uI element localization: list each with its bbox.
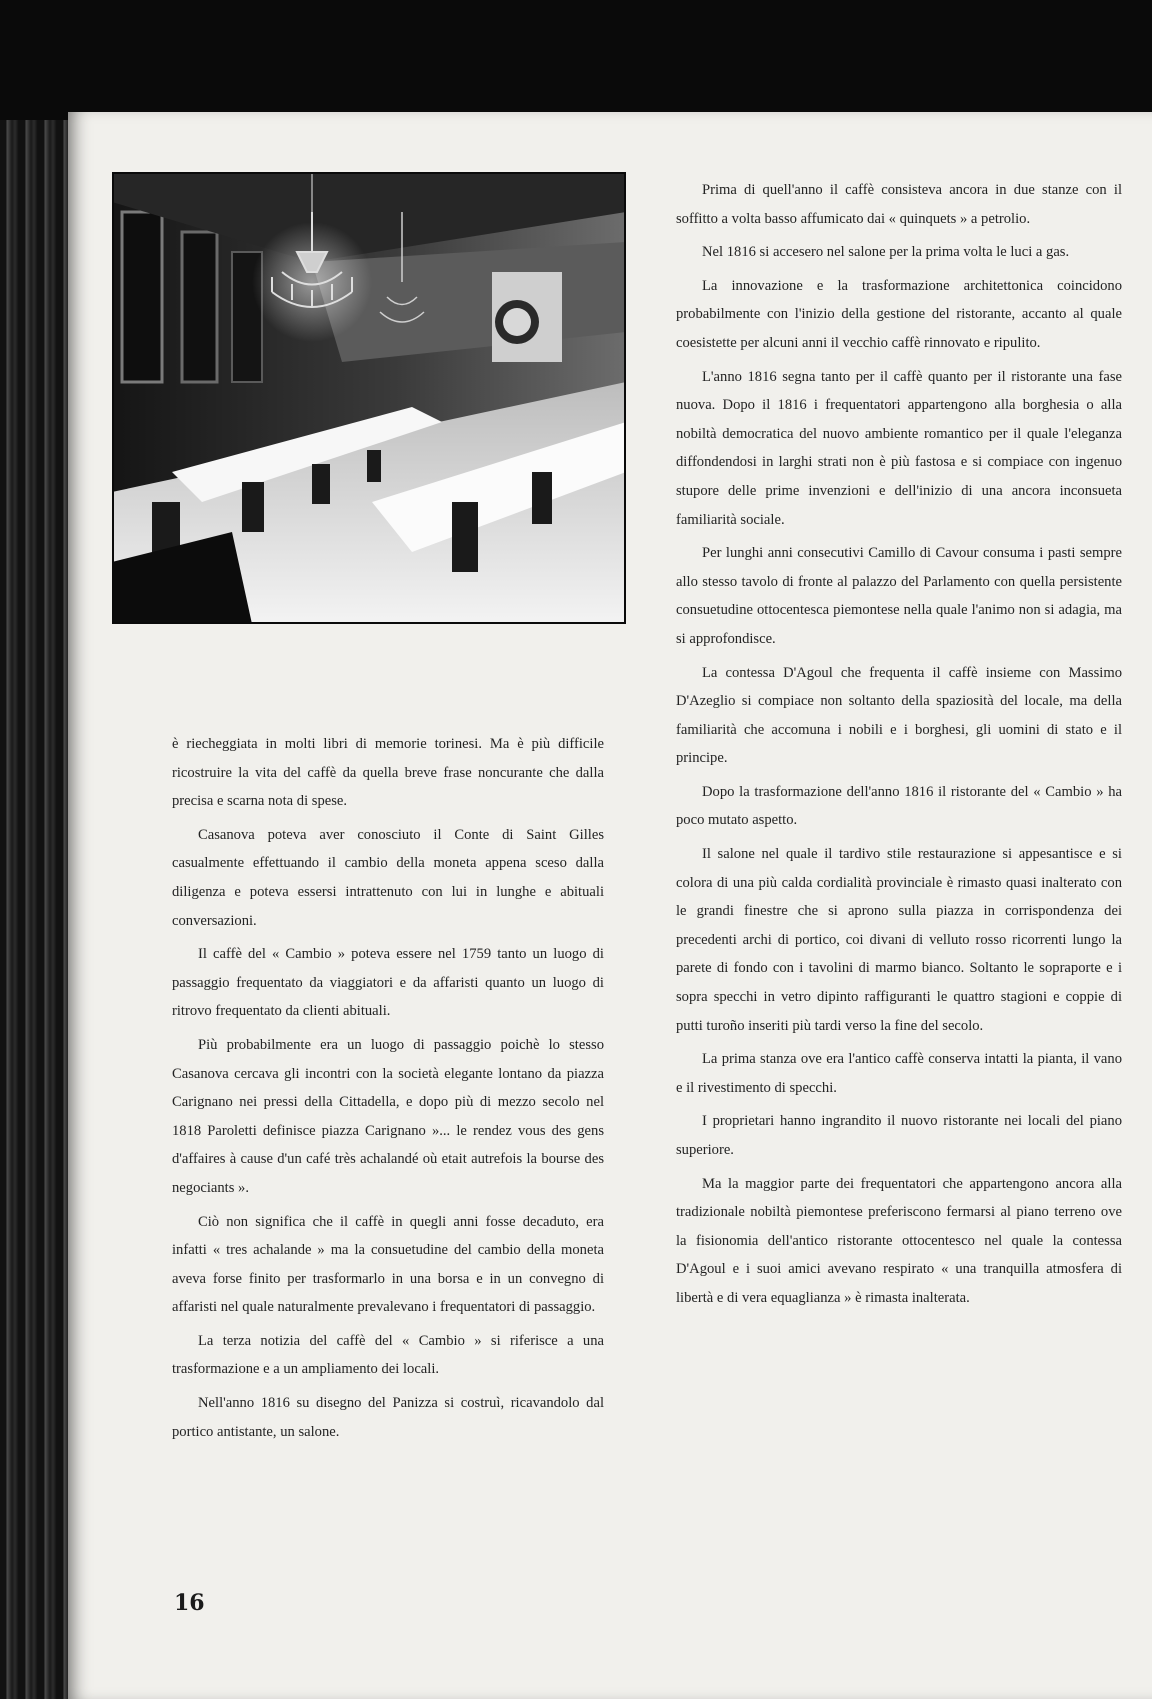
scan-background-top (0, 0, 1152, 120)
right-paragraph-3: La innovazione e la trasformazione architettonica coincidono probabilmente con l'inizio della gestione del ristorante, accanto al quale coesistette per alcuni anni il vecchio caffè rinnovato e ripulito. (676, 277, 1122, 351)
right-paragraph-1: Prima di quell'anno il caffè consisteva ancora in due stanze con il soffitto a volta basso affumicato dai « quinquets » a petrolio. (676, 182, 1122, 227)
left-mirror-panel-2 (182, 232, 217, 382)
left-paragraph-1: è riecheggiata in molti libri di memorie torinesi. Ma è più difficile ricostruire la vita del caffè da quella breve frase noncurante che dalla precisa e scarna nota di spese. (172, 736, 604, 810)
right-paragraph-10: I proprietari hanno ingrandito il nuovo ristorante nei locali del piano superiore. (676, 1113, 1122, 1158)
left-mirror-panel-1 (122, 212, 162, 382)
right-paragraph-7: Dopo la trasformazione dell'anno 1816 il ristorante del « Cambio » ha poco mutato aspetto. (676, 783, 1122, 829)
right-paragraph-4: L'anno 1816 segna tanto per il caffè quanto per il ristorante una fase nuova. Dopo il 1816 i frequentatori appartengono alla borghesia o alla nobiltà democratica del nuovo ambiente romantico per il quale l'eleganza diffondendosi in larghi strati non è più fastosa e si compiace con ingenuo stupore delle prime invenzioni e dell'inizio di una ancora inconsueta familiarità sociale. (676, 368, 1122, 528)
right-text-column (676, 176, 1122, 1318)
left-paragraph-3: Il caffè del « Cambio » poteva essere nel 1759 tanto un luogo di passaggio frequentato da viaggiatori e da affaristi quanto un luogo di ritrovo frequentato da clienti abituali. (172, 946, 604, 1020)
left-paragraph-6: La terza notizia del caffè del « Cambio » si riferisce a una trasformazione e a un ampliamento dei locali. (172, 1332, 604, 1378)
page-number: 16 (174, 1590, 205, 1616)
right-paragraph-2: Nel 1816 si accesero nel salone per la prima volta le luci a gas. (702, 244, 1070, 261)
book-page (68, 112, 1152, 1699)
cafe-interior-photo (112, 172, 626, 624)
left-paragraph-7: Nell'anno 1816 su disegno del Panizza si costruì, ricavandolo dal portico antistante, un salone. (172, 1395, 604, 1440)
left-paragraph-5: Ciò non significa che il caffè in quegli anni fosse decaduto, era infatti « tres achalande » ma la consuetudine del cambio della moneta aveva forse finito per trasformarlo in una borsa e in un convegno di affaristi nel quale naturalmente prevalevano i frequentatori di passaggio. (172, 1213, 604, 1316)
right-paragraph-11: Ma la maggior parte dei frequentatori che appartengono ancora alla tradizionale nobiltà piemontese preferiscono fermarsi al piano terreno ove la fisionomia dell'antico ristorante ottocentesco nel quale la contessa D'Agoul e i suoi amici avevano respirato « una tranquilla atmosfera di libertà e di vera equaglianza » è rimasta inalterata. (676, 1175, 1122, 1306)
right-paragraph-9: La prima stanza ove era l'antico caffè conserva intatti la pianta, il vano e il rivestimento di specchi. (676, 1051, 1122, 1096)
left-paragraph-4: Più probabilmente era un luogo di passaggio poichè lo stesso Casanova cercava gli incontri con la società elegante lontano da piazza Carignano nei pressi della Cittadella, e dopo più di mezzo secolo nel 1818 Paroletti definisce piazza Carignano »... le rendez vous des gens d'affaires à cause d'un café très achalandé où etait autrefois la bourse des negociants ». (172, 1036, 604, 1196)
cafe-interior-illustration (112, 172, 626, 624)
right-paragraph-6: La contessa D'Agoul che frequenta il caffè insieme con Massimo D'Azeglio si compiace non soltanto della spaziosità del locale, ma della familiarità che accomuna i nobili e i borghesi, gli uomini di stato e il principe. (676, 664, 1122, 767)
right-paragraph-8: Il salone nel quale il tardivo stile restaurazione si appesantisce e si colora di una più calda cordialità provinciale è rimasto quasi inalterato con le grandi finestre che si aprono sulla piazza in corrispondenza dei precedenti archi di portico, coi divani di velluto rosso ricorrenti lungo la parete di fondo con i tavolini di marmo bianco. Soltanto le sopraporte e i sopra specchi in vetro dipinto raffiguranti le quattro stagioni e coppie di putti turoño inseriti più tardi verso la fine del secolo. (676, 846, 1122, 1034)
left-text-column (172, 730, 604, 1451)
left-paragraph-2: Casanova poteva aver conosciuto il Conte di Saint Gilles casualmente effettuando il cambio della moneta appena sceso dalla diligenza e poteva essersi intrattenuto con lui in lunghe e abituali conversazioni. (172, 826, 604, 929)
right-paragraph-5: Per lunghi anni consecutivi Camillo di Cavour consuma i pasti sempre allo stesso tavolo di fronte al palazzo del Parlamento con quella persistente consuetudine ottocentesca piemontese nella quale l'animo non si adagia, ma si approfondisce. (676, 545, 1122, 647)
